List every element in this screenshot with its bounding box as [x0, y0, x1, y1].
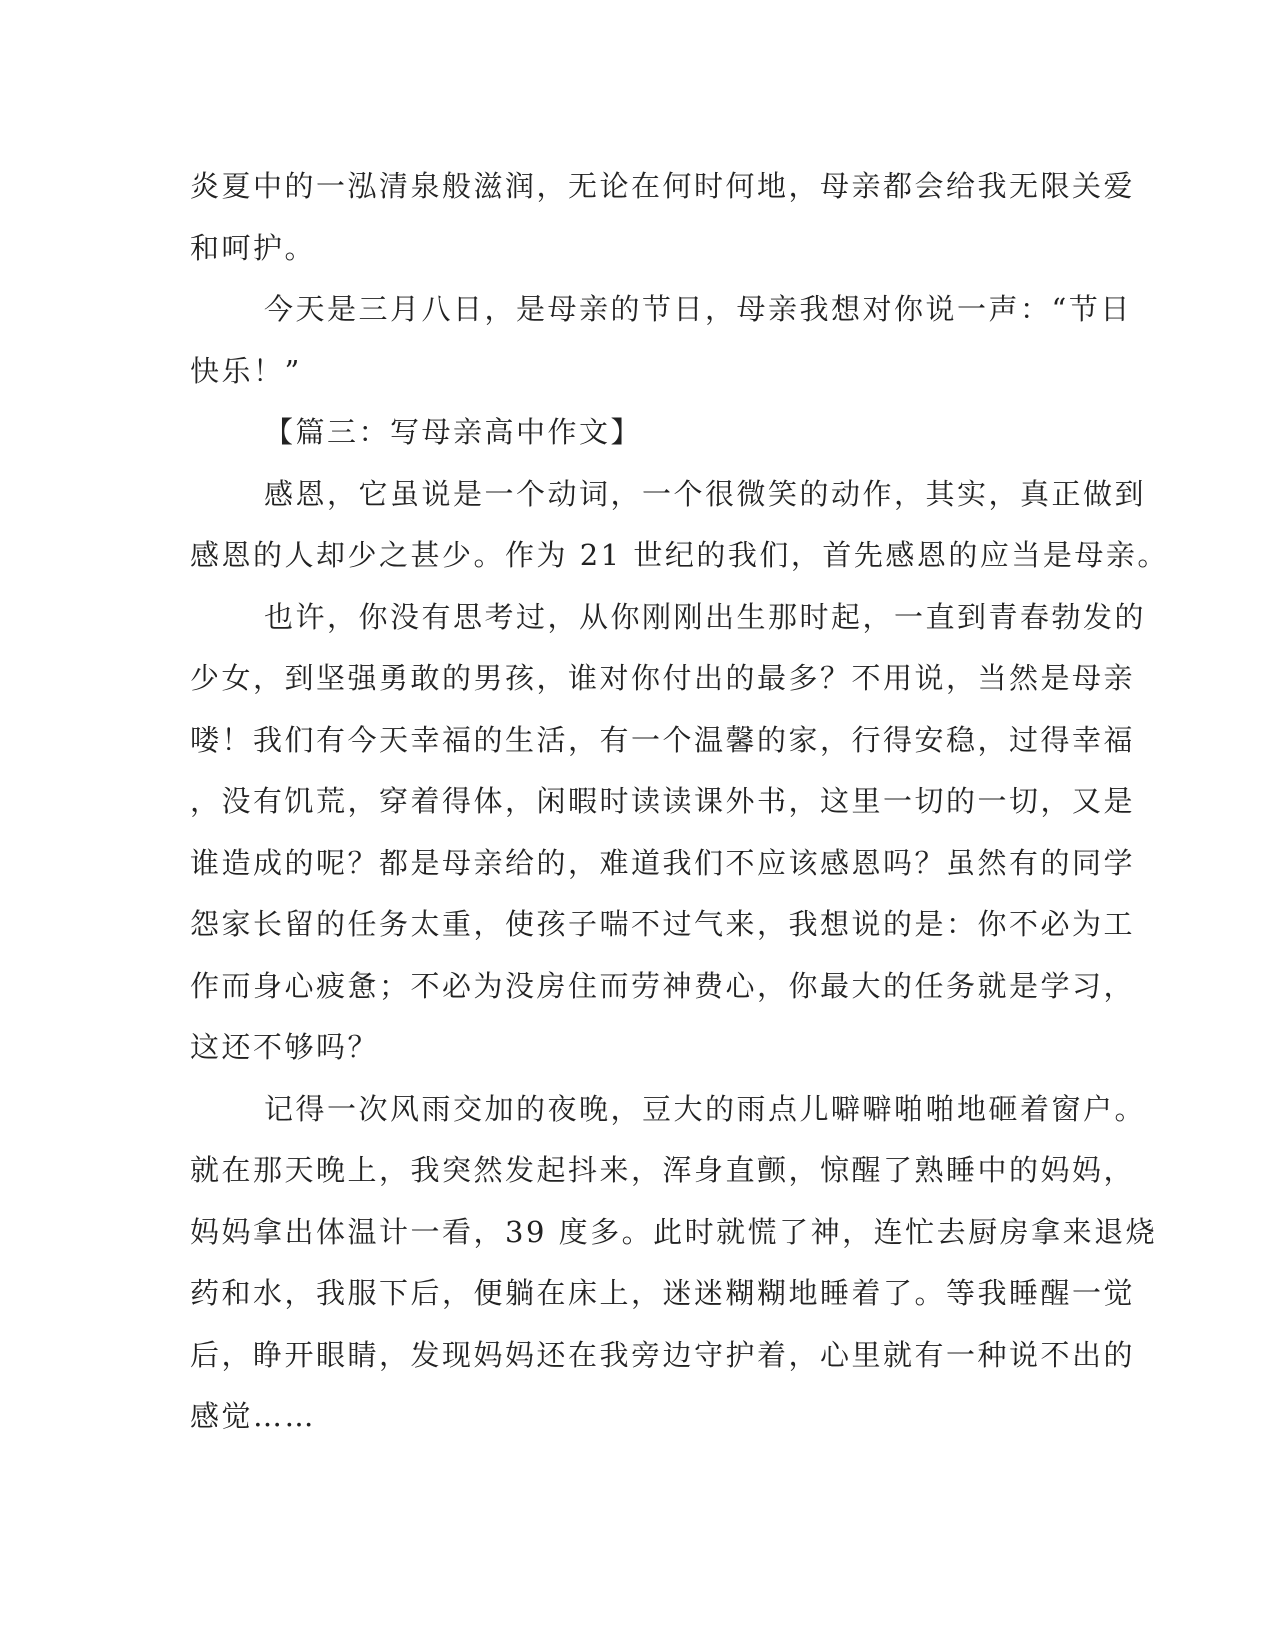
text-line: 感恩的人却少之甚少。作为 21 世纪的我们，首先感恩的应当是母亲。	[190, 538, 1169, 572]
text-line: 妈妈拿出体温计一看，39 度多。此时就慌了神，连忙去厨房拿来退烧	[190, 1214, 1158, 1249]
text-line: ，没有饥荒，穿着得体，闲暇时读读课外书，这里一切的一切，又是	[190, 784, 1136, 818]
text-line: 作而身心疲惫；不必为没房住而劳神费心，你最大的任务就是学习，	[190, 968, 1136, 1003]
paragraph-first-line: 今天是三月八日，是母亲的节日，母亲我想对你说一声：“节日	[264, 292, 1132, 326]
text-line: 怨家长留的任务太重，使孩子喘不过气来，我想说的是：你不必为工	[190, 907, 1136, 941]
text-line: 就在那天晚上，我突然发起抖来，浑身直颤，惊醒了熟睡中的妈妈，	[190, 1153, 1136, 1187]
paragraph-first-line: 记得一次风雨交加的夜晚，豆大的雨点儿噼噼啪啪地砸着窗户。	[264, 1091, 1147, 1126]
paragraph-first-line: 也许，你没有思考过，从你刚刚出生那时起，一直到青春勃发的	[264, 599, 1147, 634]
text-line: 少女，到坚强勇敢的男孩，谁对你付出的最多？不用说，当然是母亲	[190, 661, 1136, 695]
text-line: 感觉……	[190, 1399, 317, 1433]
text-line: 和呵护。	[190, 230, 317, 265]
text-line: 谁造成的呢？都是母亲给的，难道我们不应该感恩吗？虽然有的同学	[190, 845, 1136, 880]
text-line: 药和水，我服下后，便躺在床上，迷迷糊糊地睡着了。等我睡醒一觉	[190, 1276, 1136, 1310]
essay-body	[190, 156, 1169, 1448]
text-line: 后，睁开眼睛，发现妈妈还在我旁边守护着，心里就有一种说不出的	[190, 1337, 1136, 1372]
paragraph-first-line: 【篇三：写母亲高中作文】	[264, 415, 643, 449]
paragraph-first-line: 感恩，它虽说是一个动词，一个很微笑的动作，其实，真正做到	[264, 476, 1147, 511]
text-line: 快乐！”	[190, 353, 302, 388]
text-line: 炎夏中的一泓清泉般滋润，无论在何时何地，母亲都会给我无限关爱	[190, 169, 1136, 203]
text-line: 喽！我们有今天幸福的生活，有一个温馨的家，行得安稳，过得幸福	[190, 722, 1136, 757]
text-line: 这还不够吗？	[190, 1030, 380, 1064]
